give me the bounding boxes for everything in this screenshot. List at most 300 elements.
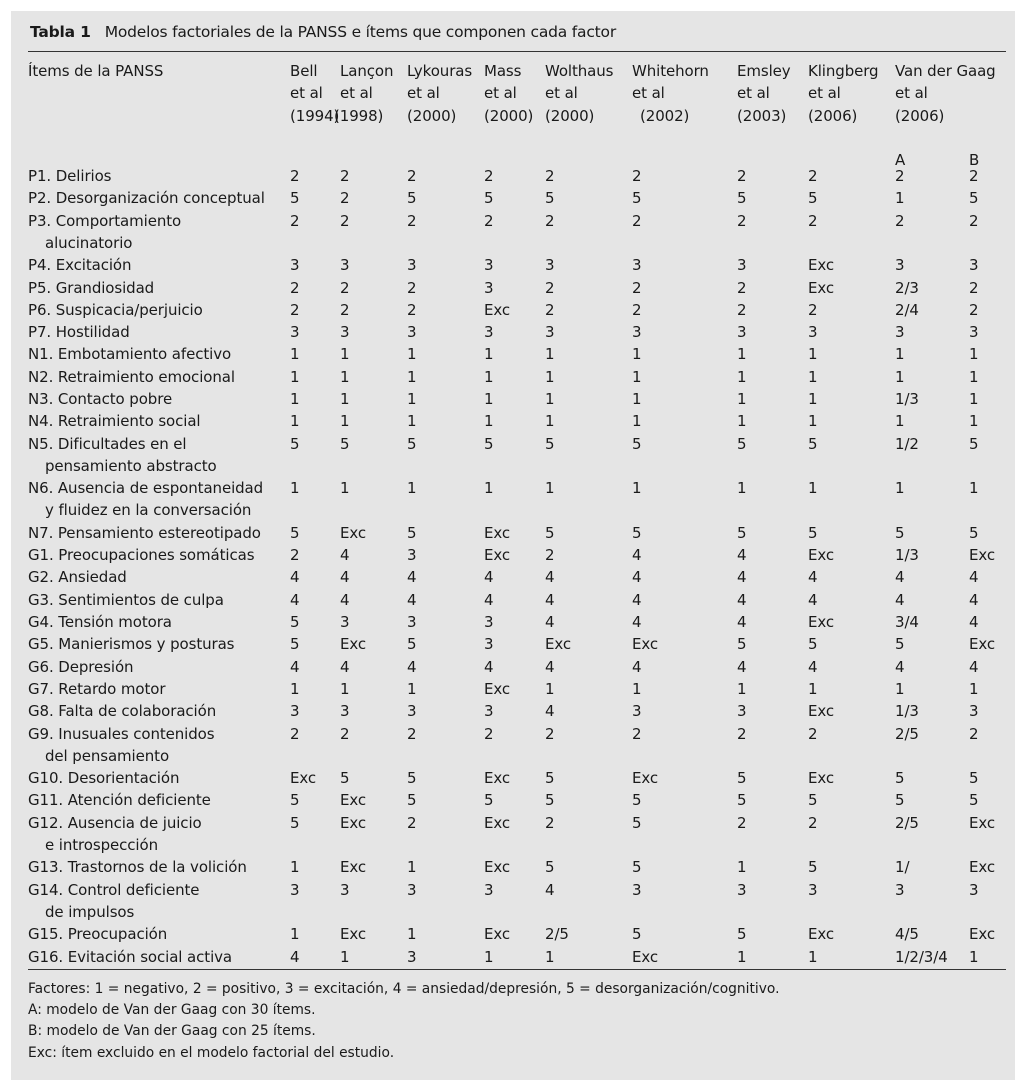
table-cell: 3: [737, 702, 747, 721]
table-cell: 1: [737, 858, 747, 877]
table-cell: 1: [545, 367, 555, 386]
table-cell: 2: [407, 724, 417, 743]
table-cell: 3: [407, 702, 417, 721]
table-cell: 1: [340, 947, 350, 966]
table-cell: 2: [545, 546, 555, 565]
table-cell: 2: [290, 167, 300, 185]
study-header-6-line2: et al: [632, 84, 665, 103]
table-cell: 3: [895, 256, 905, 275]
table-cell: Exc: [808, 613, 835, 631]
row-label-line: P1. Delirios: [28, 167, 112, 185]
table-cell: 1: [969, 947, 979, 966]
sub-header-a: A: [895, 151, 906, 170]
table-cell: 5: [407, 635, 417, 654]
table-cell: 3: [895, 880, 905, 899]
table-cell: 1: [895, 189, 905, 208]
table-cell: 2: [340, 211, 350, 230]
study-header-9-line2: et al: [895, 84, 928, 103]
table-cell: 5: [969, 791, 979, 810]
table-cell: 1: [484, 479, 494, 498]
table-cell: 5: [290, 791, 300, 810]
table-cell: 5: [969, 189, 979, 208]
table-cell: 1/: [895, 858, 910, 877]
table-cell: 4: [737, 657, 747, 676]
table-cell: 1: [407, 925, 417, 944]
table-cell: 1: [737, 412, 747, 431]
table-cell: 1: [632, 479, 642, 498]
table-cell: 3: [632, 880, 642, 899]
table-cell: 1: [407, 858, 417, 877]
row-label-line: G15. Preocupación: [28, 925, 168, 944]
table-cell: 1: [895, 479, 905, 498]
table-cell: 2: [969, 724, 979, 743]
table-cell: 1: [737, 679, 747, 698]
table-cell: 5: [737, 189, 747, 208]
row-label: [28, 187, 265, 209]
footnote: B: modelo de Van der Gaag con 25 ítems.: [28, 1023, 316, 1040]
table-cell: 4: [632, 590, 642, 609]
row-label-line: N5. Dificultades en el: [28, 434, 187, 453]
table-cell: 5: [632, 523, 642, 542]
table-cell: 5: [407, 523, 417, 542]
table-cell: 2: [808, 300, 818, 319]
row-label: [28, 522, 261, 544]
table-cell: 1: [808, 390, 818, 408]
table-title: [30, 23, 616, 41]
table-cell: 5: [969, 434, 979, 453]
row-label: [28, 388, 172, 410]
table-cell: 4: [545, 613, 555, 631]
row-label: [28, 254, 131, 276]
table-cell: 4: [632, 613, 642, 631]
table-cell: 3: [340, 880, 350, 899]
table-cell: 5: [969, 769, 979, 788]
sub-header-b: B: [969, 151, 980, 170]
table-cell: 4: [895, 568, 905, 587]
table-cell: 2: [407, 211, 417, 230]
table-cell: 5: [340, 434, 350, 453]
table-cell: 2: [632, 300, 642, 319]
table-cell: 1: [407, 412, 417, 431]
row-label: [28, 343, 231, 365]
row-label: [28, 789, 211, 811]
row-label: [28, 433, 217, 478]
table-cell: 1: [407, 345, 417, 364]
study-header-3-line1: Lykouras: [407, 62, 473, 80]
footnote: Exc: ítem excluido en el modelo factorial del estudio.: [28, 1044, 395, 1061]
table-cell: 2: [895, 167, 905, 185]
study-header-4-line1: Mass: [484, 62, 522, 80]
row-label: [28, 678, 165, 700]
table-cell: 3: [632, 256, 642, 275]
table-cell: Exc: [484, 679, 511, 698]
table-cell: 1: [290, 390, 300, 408]
row-label-line: G5. Manierismos y posturas: [28, 635, 235, 654]
table-cell: 5: [545, 189, 555, 208]
row-label-line: N2. Retraimiento emocional: [28, 367, 235, 386]
row-label: [28, 633, 234, 655]
table-cell: 3: [340, 613, 350, 631]
table-cell: 5: [808, 434, 818, 453]
table-cell: 1: [290, 345, 300, 364]
row-label-line: N3. Contacto pobre: [28, 390, 173, 408]
table-cell: 3: [737, 880, 747, 899]
table-cell: 5: [290, 189, 300, 208]
row-label-line: e introspección: [45, 835, 158, 854]
table-cell: 3: [290, 323, 300, 342]
table-cell: 1: [407, 679, 417, 698]
table-cell: 1: [969, 390, 979, 408]
row-label-line: P5. Grandiosidad: [28, 278, 155, 297]
table-cell: 3: [484, 278, 494, 297]
table-cell: Exc: [340, 523, 367, 542]
table-cell: 2: [484, 167, 494, 185]
table-cell: 1: [737, 367, 747, 386]
study-header-8-line1: Klingberg: [808, 62, 879, 80]
table-cell: 3: [290, 702, 300, 721]
table-cell: 1: [969, 345, 979, 364]
table-cell: 4: [737, 546, 747, 565]
table-cell: 5: [808, 635, 818, 654]
table-cell: 2: [737, 278, 747, 297]
table-cell: 5: [808, 858, 818, 877]
study-header-1-line1: Bell: [290, 62, 318, 80]
table-cell: 5: [969, 523, 979, 542]
table-cell: 2: [545, 813, 555, 832]
row-label: [28, 856, 247, 878]
study-header-4-year: (2000): [484, 106, 534, 125]
row-label: [28, 165, 111, 187]
study-header-5-year: (2000): [545, 106, 595, 125]
table-cell: 1: [340, 412, 350, 431]
table-cell: 2/3: [895, 278, 919, 297]
table-cell: Exc: [969, 858, 996, 877]
row-label: [28, 767, 179, 789]
table-cell: 1: [340, 479, 350, 498]
table-cell: 4: [340, 590, 350, 609]
table-cell: 2: [808, 167, 818, 185]
table-cell: 1: [545, 679, 555, 698]
table-cell: 5: [545, 434, 555, 453]
table-cell: 3: [407, 256, 417, 275]
table-cell: 4: [290, 568, 300, 587]
table-cell: 4: [969, 568, 979, 587]
study-header-2-year: (1998): [334, 106, 384, 125]
table-cell: 1: [808, 679, 818, 698]
row-label-line: G1. Preocupaciones somáticas: [28, 546, 255, 565]
table-cell: 4: [484, 568, 494, 587]
table-cell: 2: [632, 167, 642, 185]
table-cell: 2/4: [895, 300, 919, 319]
table-cell: 1: [407, 367, 417, 386]
table-cell: Exc: [969, 813, 996, 832]
row-label-line: N7. Pensamiento estereotipado: [28, 523, 261, 542]
table-cell: 3: [969, 323, 979, 342]
table-cell: 4: [545, 880, 555, 899]
table-cell: 3: [737, 323, 747, 342]
table-cell: 4: [808, 590, 818, 609]
row-label-line: P4. Excitación: [28, 256, 132, 275]
table-cell: 5: [808, 523, 818, 542]
bottom-rule: [28, 969, 1006, 970]
table-cell: 4: [290, 590, 300, 609]
table-cell: 2: [737, 300, 747, 319]
table-cell: 3: [969, 702, 979, 721]
table-cell: 3: [340, 256, 350, 275]
table-cell: 1: [895, 679, 905, 698]
table-cell: 3: [484, 635, 494, 654]
table-cell: 1/3: [895, 390, 919, 408]
table-cell: 5: [632, 858, 642, 877]
table-cell: 1: [340, 367, 350, 386]
row-label-line: N6. Ausencia de espontaneidad: [28, 479, 264, 498]
table-cell: 4: [290, 947, 300, 966]
table-cell: 1: [484, 412, 494, 431]
table-cell: 2: [808, 724, 818, 743]
row-label-line: G13. Trastornos de la volición: [28, 858, 247, 877]
table-cell: 1: [545, 412, 555, 431]
table-cell: 4: [895, 590, 905, 609]
table-cell: 5: [407, 791, 417, 810]
study-header-8-year: (2006): [808, 106, 858, 125]
table-cell: 1: [737, 947, 747, 966]
table-cell: 4: [545, 568, 555, 587]
table-cell: 2: [340, 167, 350, 185]
table-cell: 3: [290, 880, 300, 899]
table-cell: Exc: [340, 858, 367, 877]
table-cell: 3: [808, 880, 818, 899]
table-cell: 2: [969, 300, 979, 319]
table-cell: 2: [632, 724, 642, 743]
table-cell: 3: [545, 323, 555, 342]
table-cell: 4: [969, 613, 979, 631]
table-cell: 1: [969, 679, 979, 698]
row-label: [28, 299, 203, 321]
table-cell: 3: [545, 256, 555, 275]
table-cell: Exc: [632, 635, 659, 654]
table-cell: Exc: [808, 278, 835, 297]
table-cell: 1: [545, 479, 555, 498]
table-cell: 4: [737, 568, 747, 587]
study-header-7-year: (2003): [737, 106, 787, 125]
table-cell: 1: [290, 925, 300, 944]
table-cell: 5: [895, 791, 905, 810]
table-cell: 1: [808, 412, 818, 431]
table-cell: Exc: [484, 300, 511, 319]
table-cell: 2: [808, 813, 818, 832]
table-panel: [11, 11, 1015, 1080]
table-cell: 4: [290, 657, 300, 676]
table-cell: Exc: [340, 813, 367, 832]
study-header-2-line1: Lançon: [340, 62, 394, 80]
footnote: A: modelo de Van der Gaag con 30 ítems.: [28, 1002, 316, 1019]
table-cell: Exc: [484, 523, 511, 542]
footnotes: [28, 979, 780, 1064]
table-cell: 4: [340, 546, 350, 565]
study-header-5-line1: Wolthaus: [545, 62, 614, 80]
row-label: [28, 210, 181, 255]
table-cell: 1/3: [895, 702, 919, 721]
table-cell: 1: [632, 679, 642, 698]
footnote: Factores: 1 = negativo, 2 = positivo, 3 = excitación, 4 = ansiedad/depresión, 5 = desorganización/cognitivo.: [28, 981, 780, 997]
table-cell: 5: [545, 791, 555, 810]
study-header-2-line2: et al: [340, 84, 373, 103]
row-label-line: P7. Hostilidad: [28, 323, 130, 342]
table-cell: 4: [969, 590, 979, 609]
table-cell: 2: [545, 724, 555, 743]
table-cell: Exc: [290, 769, 317, 788]
table-cell: 5: [484, 189, 494, 208]
table-cell: 3/4: [895, 613, 919, 631]
table-cell: 2: [545, 278, 555, 297]
table-cell: 1: [484, 345, 494, 364]
row-label-line: N4. Retraimiento social: [28, 412, 201, 431]
table-cell: 5: [484, 434, 494, 453]
row-label-line: G14. Control deficiente: [28, 880, 200, 899]
table-cell: 1: [340, 679, 350, 698]
table-cell: 1: [737, 479, 747, 498]
table-cell: 2: [632, 211, 642, 230]
table-cell: 2: [407, 813, 417, 832]
table-cell: Exc: [340, 925, 367, 944]
table-cell: Exc: [808, 702, 835, 721]
table-cell: 5: [737, 925, 747, 944]
table-cell: 5: [737, 635, 747, 654]
table-cell: 5: [895, 635, 905, 654]
table-cell: 3: [484, 880, 494, 899]
table-cell: 5: [545, 523, 555, 542]
row-label-line: G12. Ausencia de juicio: [28, 813, 202, 832]
row-label: [28, 656, 133, 678]
table-cell: 1: [545, 947, 555, 966]
table-cell: 3: [484, 613, 494, 631]
table-cell: 5: [407, 434, 417, 453]
table-cell: 3: [407, 947, 417, 966]
table-cell: Exc: [340, 791, 367, 810]
table-cell: 4: [632, 657, 642, 676]
table-cell: 5: [808, 189, 818, 208]
table-cell: 2: [969, 211, 979, 230]
table-cell: 5: [895, 523, 905, 542]
table-cell: 1: [808, 479, 818, 498]
table-cell: 5: [895, 769, 905, 788]
table-cell: 1/2/3/4: [895, 947, 948, 966]
table-cell: 5: [737, 769, 747, 788]
table-cell: 5: [290, 635, 300, 654]
table-cell: 1: [290, 412, 300, 431]
row-label-line: de impulsos: [45, 902, 135, 921]
table-cell: 4: [407, 657, 417, 676]
table-cell: 3: [484, 702, 494, 721]
table-cell: Exc: [808, 925, 835, 944]
table-cell: 5: [737, 791, 747, 810]
table-cell: Exc: [808, 256, 835, 275]
table-cell: 2: [407, 300, 417, 319]
row-label: [28, 879, 199, 924]
table-cell: 2: [407, 167, 417, 185]
table-cell: 1: [407, 390, 417, 408]
table-cell: 5: [632, 813, 642, 832]
study-header-4-line2: et al: [484, 84, 517, 103]
table-cell: 3: [808, 323, 818, 342]
table-cell: 2/5: [545, 925, 569, 944]
row-label-line: P6. Suspicacia/perjuicio: [28, 300, 203, 319]
study-header-1-year: (1994): [290, 106, 340, 125]
table-cell: 5: [290, 813, 300, 832]
row-label: [28, 589, 224, 611]
table-cell: 4: [484, 657, 494, 676]
table-cell: 2: [545, 167, 555, 185]
table-cell: Exc: [969, 546, 996, 565]
table-cell: 2: [340, 724, 350, 743]
study-header-9-line1: Van der Gaag: [895, 62, 996, 80]
item-column-header: Ítems de la PANSS: [28, 62, 164, 80]
row-label-line: alucinatorio: [45, 233, 133, 252]
table-cell: 1: [290, 479, 300, 498]
table-number: Tabla 1: [30, 23, 91, 41]
table-cell: 4: [969, 657, 979, 676]
table-cell: 5: [545, 769, 555, 788]
row-label: [28, 723, 214, 768]
table-cell: 2: [290, 724, 300, 743]
table-cell: 2: [808, 211, 818, 230]
table-cell: 3: [407, 613, 417, 631]
table-cell: 5: [407, 189, 417, 208]
study-header-7-line2: et al: [737, 84, 770, 103]
table-cell: 1: [545, 345, 555, 364]
row-label-line: G16. Evitación social activa: [28, 947, 232, 966]
table-cell: 2: [290, 211, 300, 230]
table-cell: 3: [484, 256, 494, 275]
table-cell: 5: [340, 769, 350, 788]
row-label-line: G6. Depresión: [28, 657, 134, 676]
table-cell: 2: [737, 813, 747, 832]
row-label-line: G9. Inusuales contenidos: [28, 724, 215, 743]
table-cell: Exc: [632, 947, 659, 966]
row-label: [28, 611, 172, 633]
table-cell: 2: [545, 211, 555, 230]
table-cell: 1: [808, 345, 818, 364]
table-cell: 1: [632, 345, 642, 364]
row-label-line: G2. Ansiedad: [28, 568, 127, 587]
table-cell: 1: [484, 947, 494, 966]
row-label-line: del pensamiento: [45, 746, 170, 765]
table-cell: 2: [484, 724, 494, 743]
table-cell: 3: [340, 323, 350, 342]
table-cell: 4: [737, 590, 747, 609]
row-label: [28, 923, 167, 945]
row-label-line: G4. Tensión motora: [28, 613, 172, 631]
study-header-6-year: (2002): [640, 106, 690, 125]
table-cell: 3: [969, 256, 979, 275]
table-cell: 2: [290, 278, 300, 297]
table-cell: 1: [632, 367, 642, 386]
table-cell: 1: [895, 367, 905, 386]
table-cell: 2: [340, 189, 350, 208]
table-cell: 4: [545, 590, 555, 609]
table-cell: 2: [737, 724, 747, 743]
table-cell: 1: [290, 858, 300, 877]
table-cell: 4: [407, 568, 417, 587]
row-label-line: y fluidez en la conversación: [45, 501, 252, 520]
table-cell: 3: [290, 256, 300, 275]
table-cell: 4: [632, 546, 642, 565]
table-cell: 5: [290, 434, 300, 453]
row-label: [28, 277, 154, 299]
table-cell: Exc: [484, 769, 511, 788]
table-cell: 5: [737, 523, 747, 542]
table-cell: 5: [737, 434, 747, 453]
